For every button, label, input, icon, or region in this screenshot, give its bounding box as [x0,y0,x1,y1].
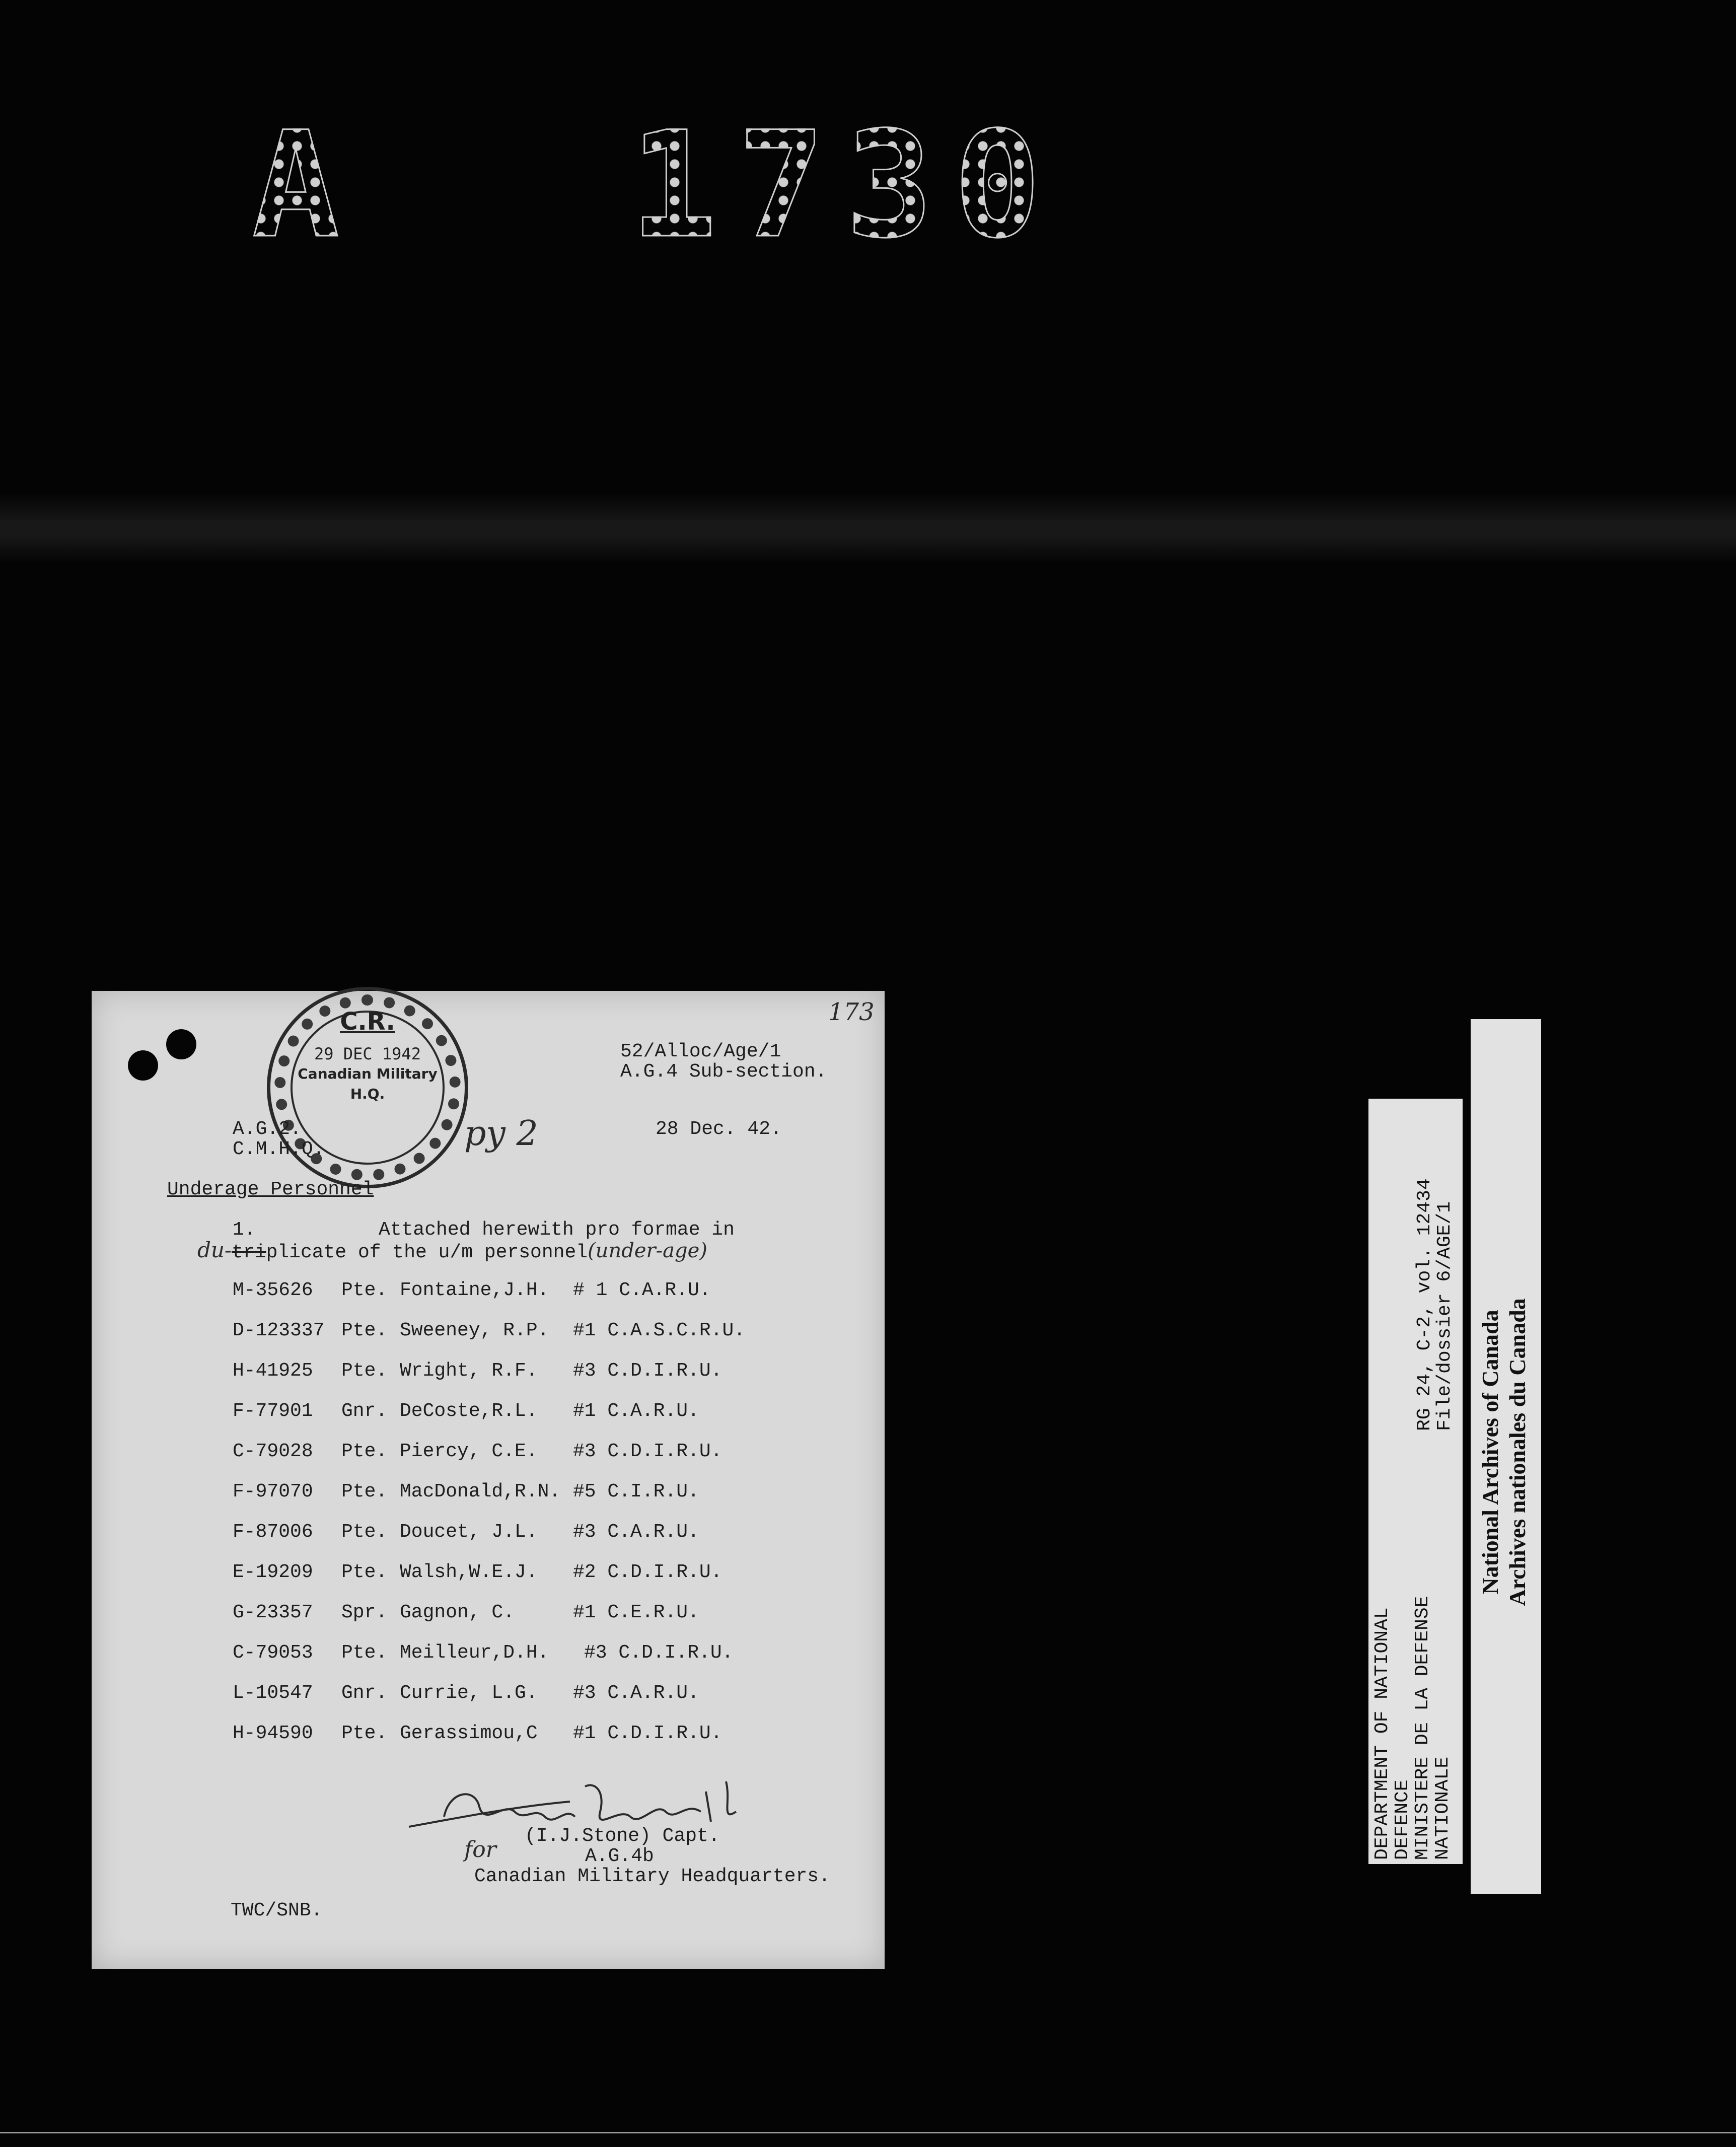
person-name: Gagnon, C. [400,1602,515,1623]
rank: Pte. [341,1481,388,1502]
rank: Pte. [341,1441,388,1462]
person-name: Fontaine,J.H. [400,1279,549,1301]
person-name: Sweeney, R.P. [400,1320,549,1341]
subject-line: Underage Personnel [167,1179,374,1200]
paragraph-line: Attached herewith pro formae in [379,1219,735,1241]
regimental-number: F-97070 [233,1481,313,1502]
margin-note: py 2 [464,1114,538,1154]
handwritten-note: (under-age) [588,1239,707,1262]
unit: #3 C.D.I.R.U. [573,1441,722,1462]
unit: #3 C.D.I.R.U. [584,1642,734,1664]
handwritten-correction: du- [197,1238,232,1262]
reel-prefix: A [252,101,360,270]
stamp-org: Canadian Military [298,1065,438,1082]
signatory-organization: Canadian Military Headquarters. [474,1866,830,1887]
unit: #1 C.A.R.U. [573,1400,699,1422]
folio-number: 173 [828,998,875,1026]
paragraph-number: 1. [233,1219,256,1241]
regimental-number: D-123337 [233,1320,325,1341]
film-grain-band [0,493,1736,564]
unit: #3 C.A.R.U. [573,1682,699,1704]
person-name: MacDonald,R.N. [400,1481,561,1502]
person-name: DeCoste,R.L. [400,1400,538,1422]
regimental-number: G-23357 [233,1602,313,1623]
reel-number: 1730 [629,101,1062,270]
person-name: Walsh,W.E.J. [400,1561,538,1583]
person-name: Wright, R.F. [400,1360,538,1382]
rank: Gnr. [341,1400,388,1422]
rank: Pte. [341,1279,388,1301]
rank: Spr. [341,1602,388,1623]
unit: # 1 C.A.R.U. [573,1279,711,1301]
unit: #2 C.D.I.R.U. [573,1561,722,1583]
unit: #1 C.A.S.C.R.U. [573,1320,746,1341]
file-reference: 52/Alloc/Age/1 [620,1041,781,1062]
regimental-number: M-35626 [233,1279,313,1301]
rank: Pte. [341,1723,388,1744]
addressee-org: C.M.H.Q. [233,1138,325,1160]
for-annotation: for [464,1837,496,1863]
sub-section: A.G.4 Sub-section. [620,1061,827,1083]
memo-date: 28 Dec. 42. [656,1118,782,1140]
regimental-number: F-87006 [233,1521,313,1543]
regimental-number: H-41925 [233,1360,313,1382]
unit: #5 C.I.R.U. [573,1481,699,1502]
regimental-number: H-94590 [233,1723,313,1744]
rank: Pte. [341,1642,388,1664]
reference-initials: TWC/SNB. [231,1900,323,1921]
rank: Pte. [341,1360,388,1382]
archives-institution-label [1471,1019,1541,1894]
person-name: Piercy, C.E. [400,1441,538,1462]
unit: #3 C.D.I.R.U. [573,1360,722,1382]
rank: Pte. [341,1561,388,1583]
rank: Pte. [341,1521,388,1543]
punch-hole [166,1029,196,1059]
institution-name: National Archives of Canada Archives nationales du Canada [1477,1298,1530,1606]
file-reference-text: RG 24, C-2, vol. 12434 File/dossier 6/AGE/1 [1414,1178,1456,1431]
rank: Gnr. [341,1682,388,1704]
signatory-branch: A.G.4b [585,1845,654,1867]
person-name: Currie, L.G. [400,1682,538,1704]
film-edge [0,2132,1736,2133]
unit: #1 C.D.I.R.U. [573,1723,722,1744]
person-name: Doucet, J.L. [400,1521,538,1543]
addressee: A.G.2. [233,1118,302,1140]
regimental-number: F-77901 [233,1400,313,1422]
archive-reference-label [1368,1099,1463,1864]
regimental-number: C-79053 [233,1642,313,1664]
paragraph-line [197,1240,707,1262]
unit: #3 C.A.R.U. [573,1521,699,1543]
department-text: DEPARTMENT OF NATIONAL DEFENCE MINISTERE DE LA DEFENSE NATIONALE [1371,1596,1454,1860]
document-page [92,991,885,1969]
rank: Pte. [341,1320,388,1341]
paragraph-text: plicate of the u/m personnel [266,1242,588,1263]
person-name: Gerassimou,C [400,1723,538,1744]
person-name: Meilleur,D.H. [400,1642,549,1664]
regimental-number: L-10547 [233,1682,313,1704]
regimental-number: E-19209 [233,1561,313,1583]
stamp-org-hq: H.Q. [350,1086,385,1102]
regimental-number: C-79028 [233,1441,313,1462]
stamp-initials: C.R. [340,1008,395,1036]
signatory-name: (I.J.Stone) Capt. [525,1825,720,1847]
punch-hole [128,1050,158,1081]
struck-text: tri [232,1242,266,1263]
unit: #1 C.E.R.U. [573,1602,699,1623]
stamp-date: 29 DEC 1942 [314,1044,421,1063]
